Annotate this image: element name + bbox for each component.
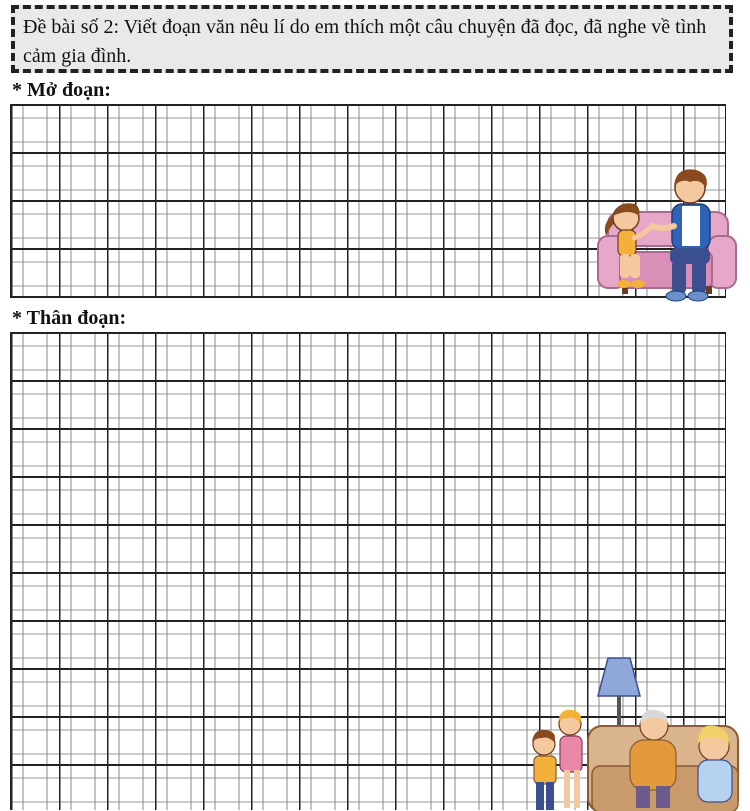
father-daughter-sofa-illustration (594, 166, 740, 306)
opening-section-title: * Mở đoạn: (12, 79, 111, 101)
assignment-prompt-box (11, 5, 733, 73)
assignment-prompt-text: Đề bài số 2: Viết đoạn văn nêu lí do em thích một câu chuyện đã đọc, đã nghe về tình cảm gia đình. (23, 16, 707, 67)
family-living-room-illustration (528, 654, 740, 811)
body-section-title: * Thân đoạn: (12, 307, 127, 329)
